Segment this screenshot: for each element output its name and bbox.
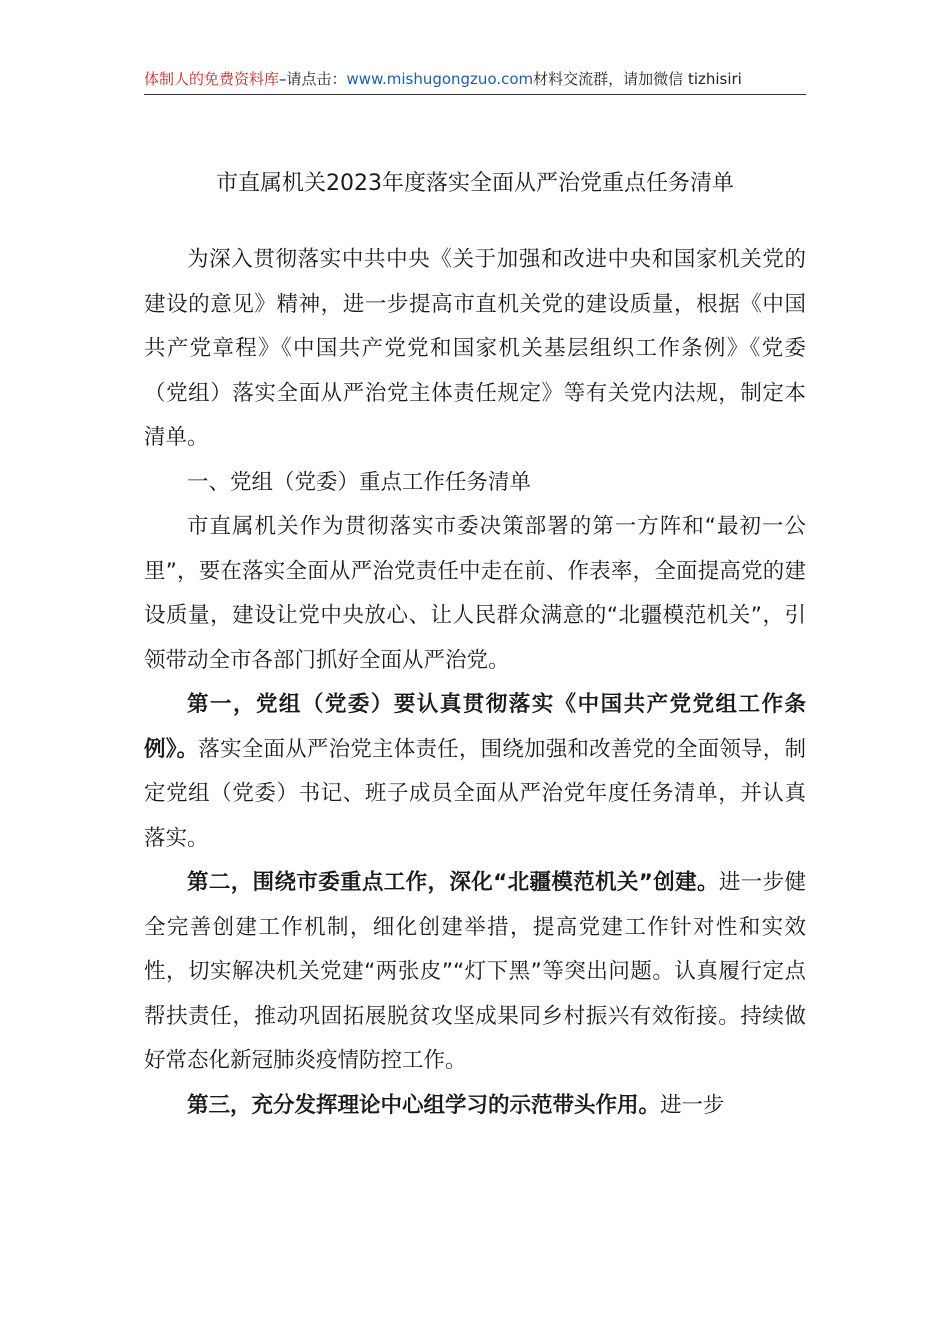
document-body: [144, 238, 806, 1128]
header-prompt: –请点击：: [279, 70, 347, 88]
header-url-link[interactable]: www.mishugongzuo.com: [346, 70, 534, 88]
header-contact-text: 材料交流群，请加微信 tizhisiri: [533, 70, 742, 88]
task-item-body: 落实全面从严治党主体责任，围绕加强和改善党的全面领导，制定党组（党委）书记、班子成员全面从严治党年度任务清单，并认真落实。: [144, 736, 806, 851]
task-item-1: [144, 683, 806, 861]
section-intro-paragraph: 市直属机关作为贯彻落实市委决策部署的第一方阵和“最初一公里”，要在落实全面从严治党责任中走在前、作表率，全面提高党的建设质量，建设让党中央放心、让人民群众满意的“北疆模范机关”，引领带动全市各部门抓好全面从严治党。: [144, 514, 806, 673]
task-item-3: [144, 1084, 806, 1129]
section-heading: 一、党组（党委）重点工作任务清单: [187, 469, 532, 495]
task-item-lead: 第三，充分发挥理论中心组学习的示范带头作用。: [187, 1092, 661, 1118]
intro-paragraph: 为深入贯彻落实中共中央《关于加强和改进中央和国家机关党的建设的意见》精神，进一步提高市直机关党的建设质量，根据《中国共产党章程》《中国共产党党和国家机关基层组织工作条例》《党委（党组）落实全面从严治党主体责任规定》等有关党内法规，制定本清单。: [144, 247, 806, 450]
task-item-body: 进一步健全完善创建工作机制，细化创建举措，提高党建工作针对性和实效性，切实解决机关党建“两张皮”“灯下黑”等突出问题。认真履行定点帮扶责任，推动巩固拓展脱贫攻坚成果同乡村振兴有效衔接。持续做好常态化新冠肺炎疫情防控工作。: [144, 870, 806, 1073]
header-brand: 体制人的免费资料库: [144, 70, 280, 88]
task-item-lead: 第二，围绕市委重点工作，深化“北疆模范机关”创建。: [187, 870, 719, 895]
document-title: 市直属机关2023年度落实全面从严治党重点任务清单: [216, 171, 734, 196]
task-item-lead: 第一，党组（党委）要认真贯彻落实《中国共产党党组工作条例》。: [144, 692, 806, 762]
page-header: [144, 68, 806, 95]
task-item-2: [144, 861, 806, 1084]
task-item-body: 进一步: [660, 1092, 725, 1118]
